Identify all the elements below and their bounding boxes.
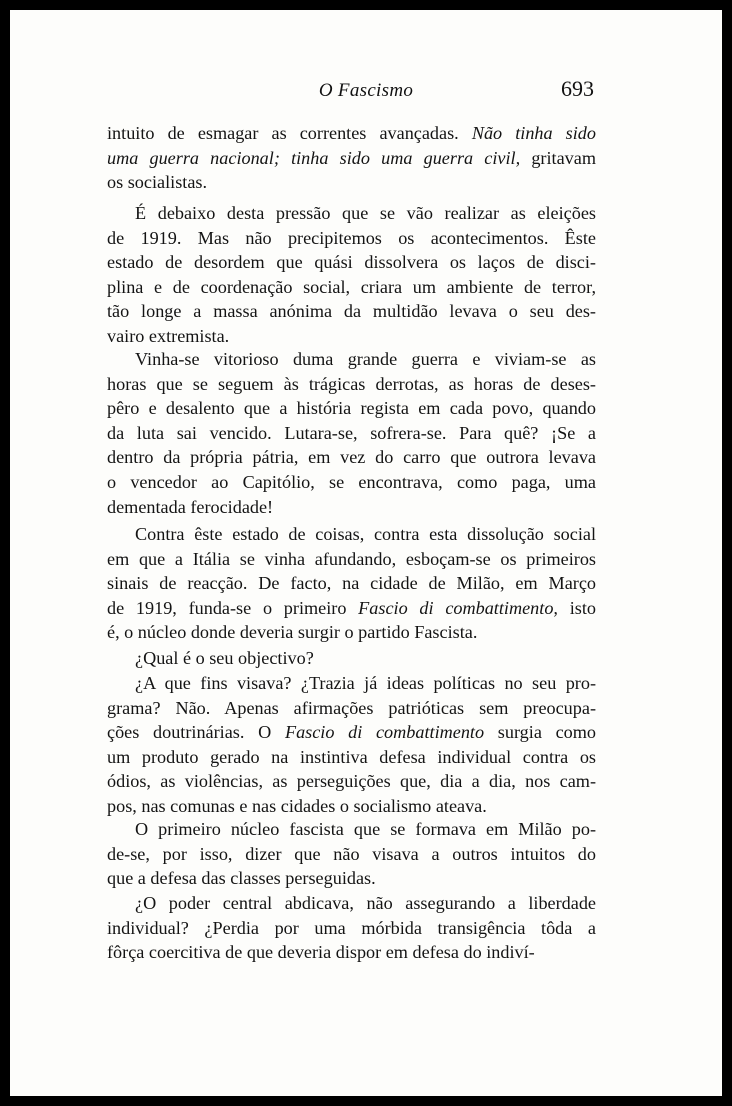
text-line: de 1919, funda-se o primeiro Fascio di combattimento, isto — [107, 597, 596, 618]
text-line: É debaixo desta pressão que se vão realizar as eleições — [135, 203, 596, 223]
text-line: ¿A que fins visava? ¿Trazia já ideas políticas no seu pro- — [135, 673, 596, 693]
text-line: que a defesa das classes perseguidas. — [107, 868, 376, 889]
text-line: em que a Itália se vinha afundando, esboçam-se os primeiros — [107, 548, 596, 569]
text-line: ções doutrinárias. O Fascio di combattimento surgia como — [107, 722, 597, 743]
text-line: tão longe a massa anónima da multidão levava o seu des- — [107, 301, 596, 322]
italic-text: uma guerra nacional; tinha sido uma guerra civil, — [107, 147, 521, 168]
paragraph — [107, 891, 596, 965]
italic-text: Fascio di combattimento — [284, 722, 485, 743]
paragraph — [107, 646, 596, 671]
text-line: dementada ferocidade! — [107, 496, 274, 517]
text-line: sinais de reacção. De facto, na cidade de Milão, em Março — [107, 573, 596, 594]
paragraph — [107, 201, 596, 349]
text-line: grama? Não. Apenas afirmações patrióticas sem preocupa- — [107, 697, 596, 718]
page-header — [10, 76, 722, 110]
text-line: individual? ¿Perdia por uma mórbida transigência tôda a — [107, 917, 596, 938]
text-line: da luta sai vencido. Lutara-se, sofrera-se. Para quê? ¡Se a — [107, 422, 596, 443]
running-title: O Fascismo — [318, 80, 414, 101]
paragraph — [107, 522, 596, 645]
text-line: vairo extremista. — [107, 325, 230, 346]
text-line: ¿Qual é o seu objectivo? — [135, 648, 314, 668]
text-line: de-se, por isso, dizer que não visava a outros intuitos do — [107, 843, 596, 864]
text-line: plina e de coordenação social, criara um ambiente de terror, — [107, 276, 596, 297]
text-line: ¿O poder central abdicava, não assegurando a liberdade — [135, 893, 596, 913]
paragraph — [107, 817, 596, 891]
text-line: Contra êste estado de coisas, contra esta dissolução social — [135, 524, 596, 544]
italic-text: Não tinha sido — [471, 123, 596, 143]
paragraph — [107, 347, 596, 519]
text-line: Vinha-se vitorioso duma grande guerra e viviam-se as — [135, 349, 596, 369]
text-line: é, o núcleo donde deveria surgir o partido Fascista. — [107, 622, 478, 643]
text-line: uma guerra nacional; tinha sido uma guerra civil, gritavam — [107, 147, 596, 168]
text-line: dentro da própria pátria, em vez do carro que outrora levava — [107, 447, 596, 468]
text-line: de 1919. Mas não precipitemos os acontecimentos. Êste — [107, 227, 596, 248]
text-line: horas que se seguem às trágicas derrotas, as horas de deses- — [107, 373, 596, 394]
italic-text: Fascio di combattimento, — [358, 597, 558, 618]
book-page — [10, 10, 722, 1096]
text-line: estado de desordem que quási dissolvera os laços de disci- — [107, 252, 596, 273]
text-line: ódios, as violências, as perseguições que, dia a dia, nos cam- — [107, 771, 596, 792]
page-number: 693 — [561, 76, 594, 101]
text-line: O primeiro núcleo fascista que se formava em Milão po- — [135, 819, 596, 839]
text-line: o vencedor ao Capitólio, se encontrava, como paga, uma — [107, 471, 596, 492]
text-line: um produto gerado na instintiva defesa individual contra os — [107, 746, 596, 767]
text-line: pos, nas comunas e nas cidades o socialismo ateava. — [107, 795, 487, 816]
text-line: os socialistas. — [107, 172, 208, 193]
text-line: pêro e desalento que a história regista em cada povo, quando — [107, 398, 596, 419]
text-line: intuito de esmagar as correntes avançadas. Não tinha sido — [107, 123, 596, 143]
paragraph — [107, 671, 596, 819]
paragraph — [107, 121, 596, 195]
text-line: fôrça coercitiva de que deveria dispor em defesa do indiví- — [107, 942, 535, 963]
